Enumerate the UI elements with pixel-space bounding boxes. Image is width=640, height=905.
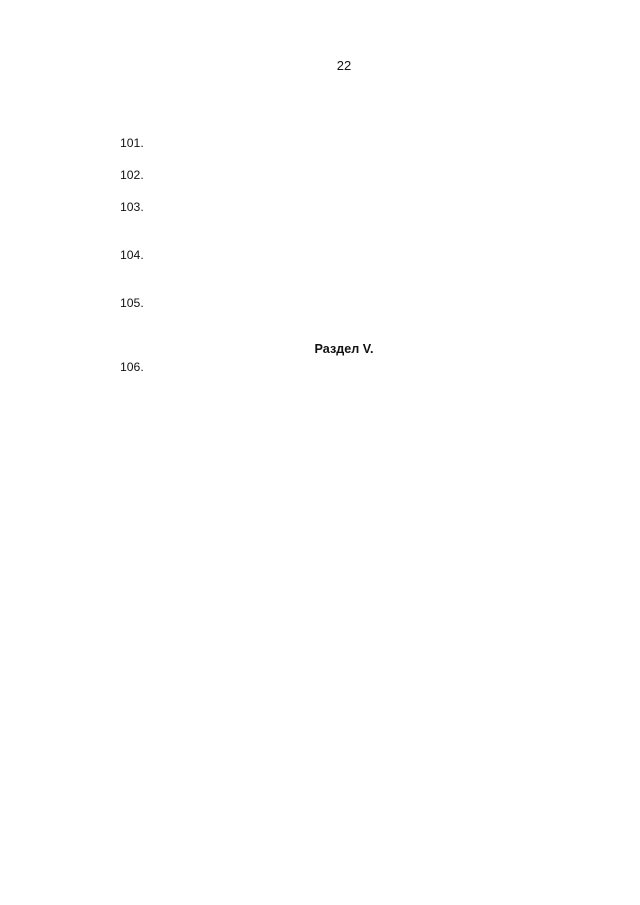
clause-paragraph: [80, 183, 608, 199]
section-1: [80, 117, 608, 215]
page-number: 22: [336, 58, 352, 73]
clause-paragraph: [80, 167, 608, 183]
section-heading: Раздел V.: [314, 342, 374, 356]
clause-paragraph: [80, 199, 608, 215]
clause-paragraph: [80, 359, 608, 375]
clause-paragraph: [80, 151, 608, 167]
clause-paragraph: [80, 135, 608, 151]
section-heading: [80, 117, 608, 133]
clause-number: 105.: [120, 296, 144, 310]
sections: [80, 117, 608, 375]
clause-number: 103.: [120, 200, 144, 214]
section-2: [80, 229, 608, 263]
clause-number: 102.: [120, 168, 144, 182]
clause-number: 101.: [120, 136, 144, 150]
section-4: [80, 341, 608, 375]
clause-paragraph: [80, 295, 608, 311]
intro-paragraph: [80, 87, 608, 103]
clause-number: 104.: [120, 248, 144, 262]
section-heading: [80, 229, 608, 245]
section-3: [80, 277, 608, 327]
clause-number: 106.: [120, 360, 144, 374]
section-heading: [80, 277, 608, 293]
clause-paragraph: [80, 311, 608, 327]
clause-paragraph: [80, 247, 608, 263]
